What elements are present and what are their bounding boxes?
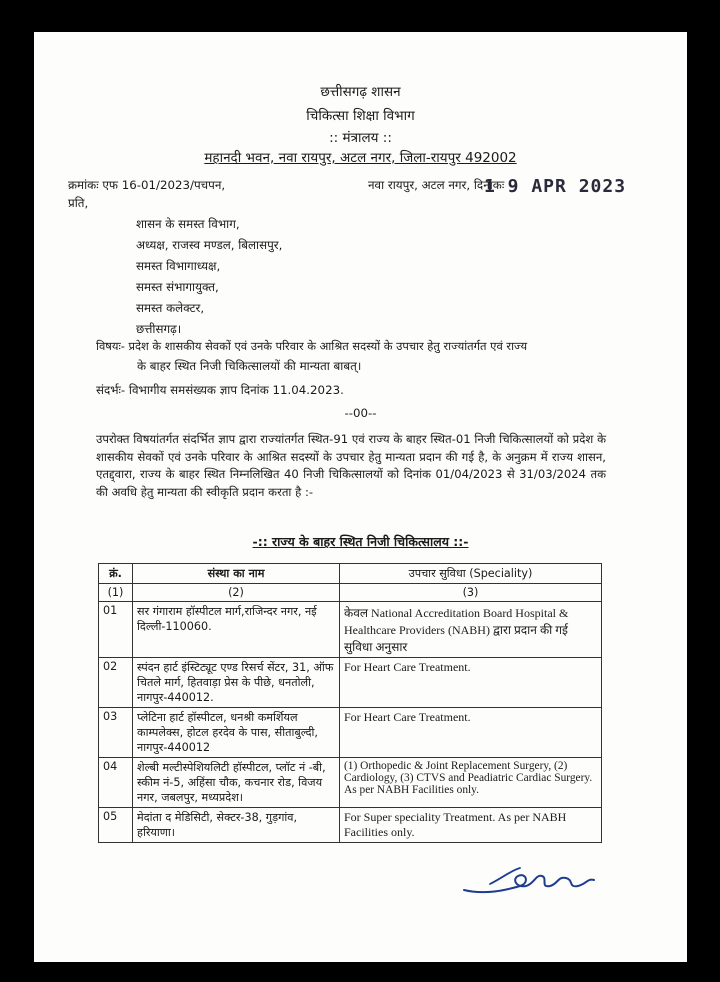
table-row: [99, 602, 602, 658]
recipient: शासन के समस्त विभाग,: [136, 217, 240, 231]
ministry-title: :: मंत्रालय ::: [329, 130, 392, 146]
recipient: समस्त संभागायुक्त,: [136, 280, 219, 294]
recipient: समस्त कलेक्टर,: [136, 301, 205, 315]
row-serial: 02: [99, 658, 133, 708]
table-title: -:: राज्य के बाहर स्थित निजी चिकित्सालय ::-: [252, 534, 469, 549]
col-header-speciality: उपचार सुविधा (Speciality): [340, 564, 602, 584]
subject-line-2: के बाहर स्थित निजी चिकित्सालयों की मान्यता बाबत्।: [137, 359, 362, 373]
row-speciality: केवल National Accreditation Board Hospital & Healthcare Providers (NABH) द्वारा प्रदान की गई सुविधा अनुसार: [340, 602, 602, 658]
govt-title: छत्तीसगढ़ शासन: [320, 84, 401, 100]
row-speciality: For Heart Care Treatment.: [340, 658, 602, 708]
row-hospital-name: स्पंदन हार्ट इंस्टिट्यूट एण्ड रिसर्च सेंटर, 31, ऑफ चितले मार्ग, हितवाड़ा प्रेस के पीछे, धनतोली, नागपुर-440012.: [133, 658, 340, 708]
row-serial: 01: [99, 602, 133, 658]
row-hospital-name: प्लेटिना हार्ट हॉस्पीटल, धनश्री कमर्शियल काम्पलेक्स, होटल हरदेव के पास, सीताबुल्दी, नागपुर-440012: [133, 708, 340, 758]
col-number: (3): [340, 584, 602, 602]
row-hospital-name: मेदांता द मेडिसिटी, सेक्टर-38, गुड़गांव, हरियाणा।: [133, 808, 340, 843]
dept-title: चिकित्सा शिक्षा विभाग: [306, 108, 415, 124]
row-speciality: (1) Orthopedic & Joint Replacement Surgery, (2) Cardiology, (3) CTVS and Peadiatric Cardiac Surgery. As per NABH Facilities only.: [340, 758, 602, 808]
recipient: समस्त विभागाध्यक्ष,: [136, 259, 221, 273]
table-header-row: [99, 564, 602, 584]
col-header-name: संस्था का नाम: [133, 564, 340, 584]
date-stamp: 1 9 APR 2023: [484, 176, 627, 197]
table-colnum-row: [99, 584, 602, 602]
body-paragraph: उपरोक्त विषयांतर्गत संदर्भित ज्ञाप द्वारा राज्यांतर्गत स्थित-91 एवं राज्य के बाहर स्थित-01 निजी चिकित्सालयों को प्रदेश के शासकीय सेवकों एवं उनके परिवार के आश्रित सदस्यों के उपचार हेतु मान्यता प्रदान की गई है, के अनुक्रम में राज्य शासन, एतद्द्वारा, राज्य के बाहर स्थित निम्नलिखित 40 निजी चिकित्सालयों को दिनांक 01/04/2023 से 31/03/2024 तक की अवधि हेतु मान्यता की स्वीकृति प्रदान करता है :-: [96, 432, 606, 500]
recipient: अध्यक्ष, राजस्व मण्डल, बिलासपुर,: [136, 238, 283, 252]
row-serial: 03: [99, 708, 133, 758]
subject-line-1: विषयः- प्रदेश के शासकीय सेवकों एवं उनके परिवार के आश्रित सदस्यों के उपचार हेतु राज्यांतर्गत एवं राज्य: [96, 339, 528, 353]
separator: --00--: [344, 406, 377, 420]
letter-number: क्रमांकः एफ 16-01/2023/पचपन,: [68, 178, 226, 192]
table-row: [99, 708, 602, 758]
col-header-serial: क्रं.: [99, 564, 133, 584]
table-row: [99, 658, 602, 708]
row-speciality: For Super speciality Treatment. As per NABH Facilities only.: [340, 808, 602, 843]
row-speciality: For Heart Care Treatment.: [340, 708, 602, 758]
office-address: महानदी भवन, नवा रायपुर, अटल नगर, जिला-रायपुर 492002: [204, 150, 517, 166]
to-label: प्रति,: [68, 196, 89, 210]
row-serial: 05: [99, 808, 133, 843]
hospital-table: [98, 563, 602, 843]
letter-page: [34, 32, 687, 962]
signature-icon: [460, 864, 610, 900]
reference-line: संदर्भः- विभागीय समसंख्यक ज्ञाप दिनांक 11.04.2023.: [96, 383, 344, 397]
table-row: [99, 808, 602, 843]
col-number: (1): [99, 584, 133, 602]
row-serial: 04: [99, 758, 133, 808]
row-hospital-name: सर गंगाराम हॉस्पीटल मार्ग,राजिन्दर नगर, नई दिल्ली-110060.: [133, 602, 340, 658]
row-hospital-name: शेल्बी मल्टीस्पेशियलिटी हॉस्पीटल, प्लॉट नं -बी, स्कीम नं-5, अहिंसा चौक, कचनार रोड, विजय नगर, जबलपुर, मध्यप्रदेश।: [133, 758, 340, 808]
table-row: [99, 758, 602, 808]
place-date-label: नवा रायपुर, अटल नगर, दिनांकः: [368, 178, 505, 192]
col-number: (2): [133, 584, 340, 602]
recipient: छत्तीसगढ़।: [136, 322, 182, 336]
